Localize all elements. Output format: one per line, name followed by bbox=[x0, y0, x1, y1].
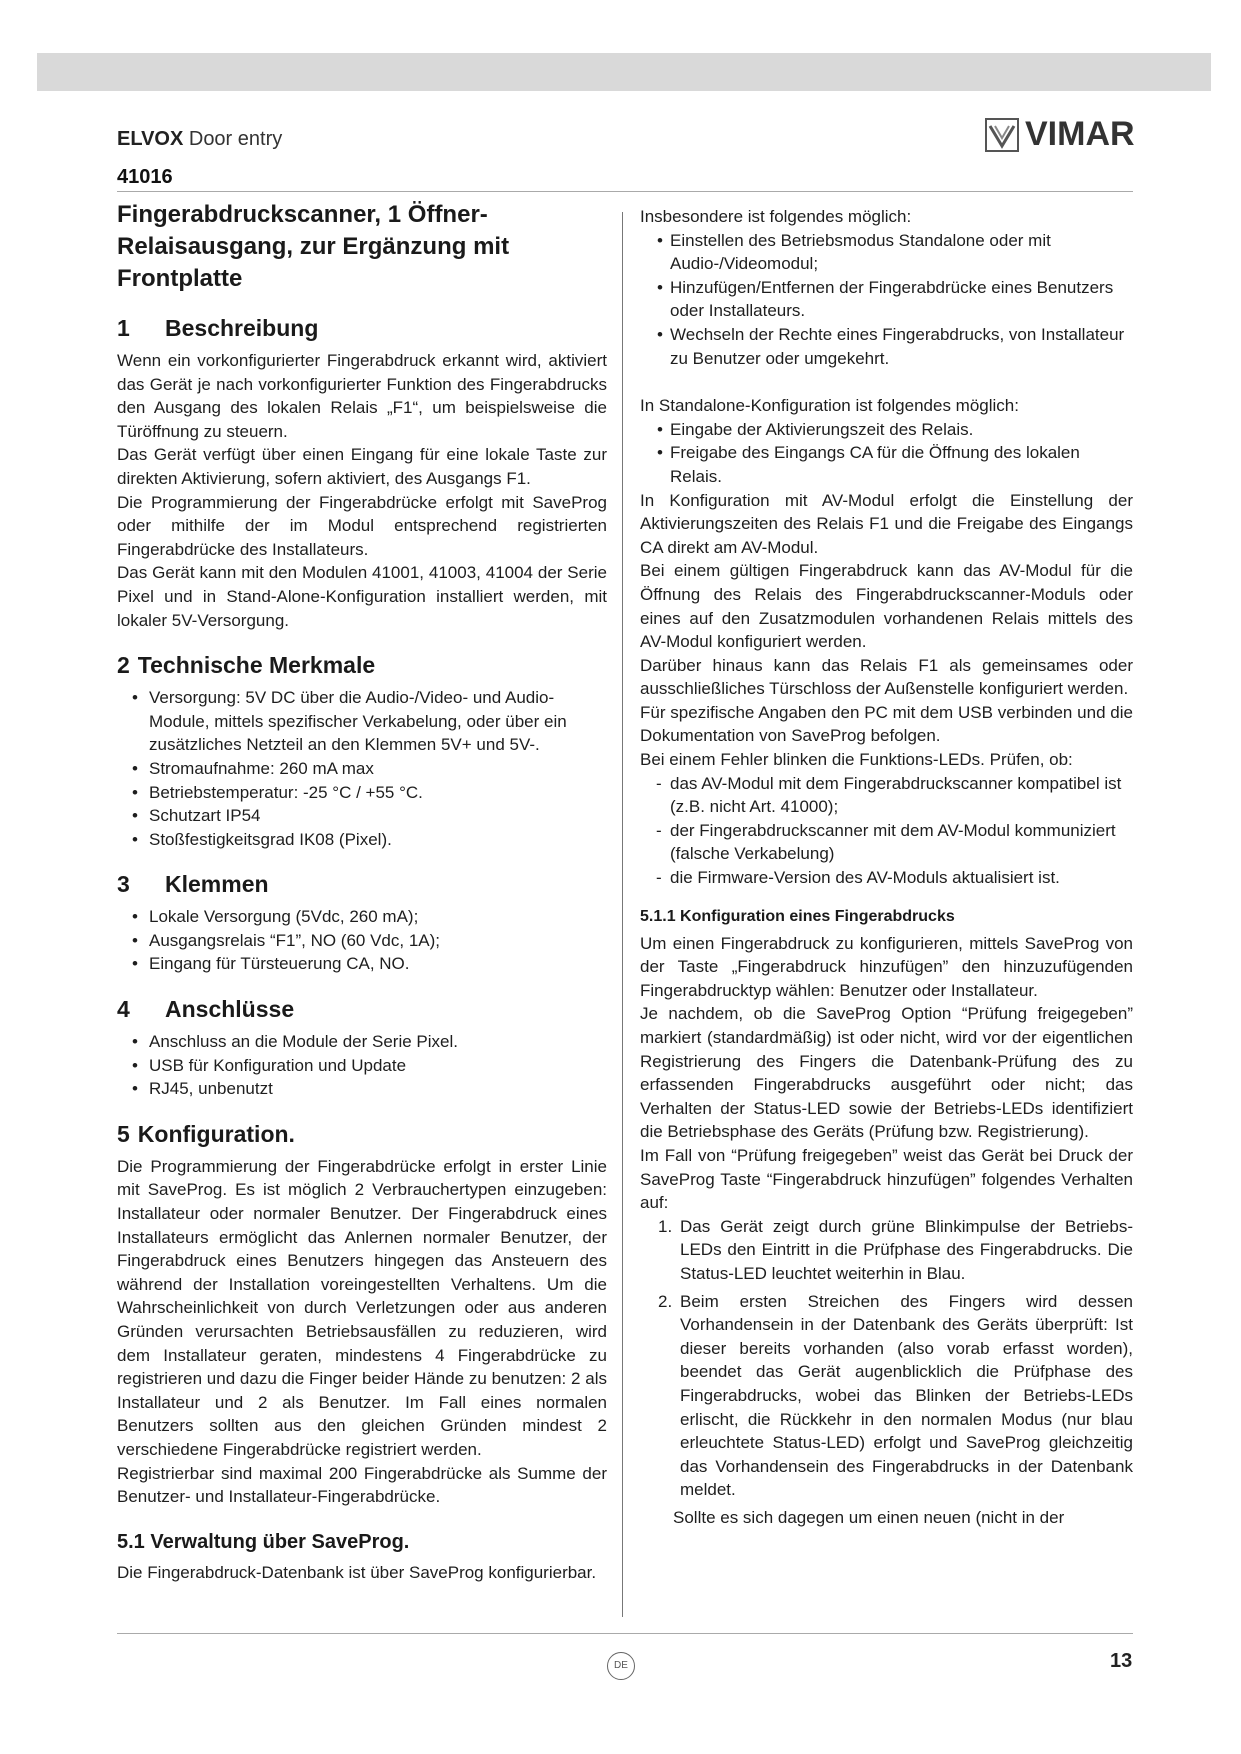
paragraph: Registrierbar sind maximal 200 Fingerabdrücke als Summe der Benutzer- und Installateur-Fingerabdrücke. bbox=[117, 1463, 607, 1507]
paragraph: Sollte es sich dagegen um einen neuen (nicht in der bbox=[673, 1507, 1065, 1527]
page-number: 13 bbox=[1110, 1650, 1133, 1672]
paragraph: Bei einem gültigen Fingerabdruck kann das AV-Modul für die Öffnung des Relais des Fingerabdruckscanner-Moduls oder eines auf den Zusatzmodulen vorhandenen Relais mittels des AV-Modul konfiguriert werden. bbox=[640, 561, 1133, 652]
vimar-emblem-icon bbox=[985, 118, 1019, 152]
list-item: • Hinzufügen/Entfernen der Fingerabdrücke eines Benutzers oder Installateurs. bbox=[640, 276, 1133, 323]
list-item: • Wechseln der Rechte eines Fingerabdrucks, von Installateur zu Benutzer oder umgekehrt. bbox=[640, 323, 1133, 370]
list-item: • Stromaufnahme: 260 mA max bbox=[117, 757, 607, 781]
specs-list bbox=[117, 686, 607, 851]
document-title: Fingerabdruckscanner, 1 Öffner-Relaisausgang, zur Ergänzung mit Frontplatte bbox=[117, 201, 510, 292]
vimar-logo-text: VIMAR bbox=[1025, 115, 1135, 153]
brand-elvox: ELVOX Door entry bbox=[117, 128, 283, 150]
list-item: • Einstellen des Betriebsmodus Standalone oder mit Audio-/Videomodul; bbox=[640, 229, 1133, 276]
list-item: • Versorgung: 5V DC über die Audio-/Video- und Audio-Module, mittels spezifischer Verkabelung, oder über ein zusätzliches Netzteil an den Klemmen 5V+ und 5V-. bbox=[117, 686, 607, 757]
paragraph: Darüber hinaus kann das Relais F1 als gemeinsames oder ausschließliches Türschloss der Außenstelle konfiguriert werden. bbox=[640, 655, 1133, 699]
paragraph: Das Gerät verfügt über einen Eingang für eine lokale Taste zur direkten Aktivierung, sofern aktiviert, des Ausgangs F1. bbox=[117, 445, 607, 488]
section-1-heading: 1 Beschreibung bbox=[117, 315, 319, 341]
list-item: 1. Das Gerät zeigt durch grüne Blinkimpulse der Betriebs-LEDs den Eintritt in die Prüfphase des Fingerabdrucks. Die Status-LED leuchtet weiterhin in Blau. bbox=[658, 1216, 1133, 1283]
paragraph: Für spezifische Angaben den PC mit dem USB verbinden und die Dokumentation von SaveProg befolgen. bbox=[640, 702, 1133, 746]
list-item: • Anschluss an die Module der Serie Pixel. bbox=[117, 1030, 607, 1054]
error-check-list bbox=[640, 772, 1133, 890]
list-item: 2. Beim ersten Streichen des Fingers wird dessen Vorhandensein in der Datenbank des Geräts überprüft: Ist dieser bereits vorhanden (also vorab erfasst worden), beendet das Gerät augenblicklich die Prüfphase des Fingerabdrucks, wobei das Blinken der Betriebs-LEDs erlischt, die Rückkehr in den normalen Modus (nur blau erleuchtete Status-LED) erfolgt und SaveProg gleichzeitig das Vorhandensein des Fingerabdrucks in der Datenbank meldet. bbox=[658, 1291, 1133, 1500]
paragraph: Bei einem Fehler blinken die Funktions-LEDs. Prüfen, ob: bbox=[640, 750, 1073, 770]
list-item: • Stoßfestigkeitsgrad IK08 (Pixel). bbox=[117, 828, 607, 852]
right-column bbox=[640, 205, 1133, 1529]
section-4-heading: 4 Anschlüsse bbox=[117, 996, 295, 1023]
paragraph: Das Gerät kann mit den Modulen 41001, 41003, 41004 der Serie Pixel und in Stand-Alone-Konfiguration installiert werden, mit lokaler 5V-Versorgung. bbox=[117, 563, 607, 630]
paragraph: In Standalone-Konfiguration ist folgendes möglich: bbox=[640, 396, 1019, 416]
paragraph: Um einen Fingerabdruck zu konfigurieren, mittels SaveProg von der Taste „Fingerabdruck hinzufügen” den hinzuzufügenden Fingerabdrucktyp wählen: Benutzer oder Installateur. bbox=[640, 933, 1133, 1000]
left-column bbox=[117, 199, 607, 1584]
list-item: • Ausgangsrelais “F1”, NO (60 Vdc, 1A); bbox=[117, 929, 607, 953]
vimar-logo bbox=[985, 115, 1135, 154]
list-item: • Freigabe des Eingangs CA für die Öffnung des lokalen Relais. bbox=[640, 441, 1133, 488]
list-item: • Betriebstemperatur: -25 °C / +55 °C. bbox=[117, 781, 607, 805]
steps-list bbox=[640, 1215, 1133, 1502]
paragraph: Je nachdem, ob die SaveProg Option “Prüfung freigegeben” markiert (standardmäßig) ist oder nicht, wird vor der eigentlichen Registrierung des Fingers die Datenbank-Prüfung des zu erfassenden Fingerabdrucks ausgeführt oder nicht; das Verhalten der Status-LED sowie der Betriebs-LEDs identifiziert die Betriebsphase des Geräts (Prüfung bzw. Registrierung). bbox=[640, 1004, 1133, 1142]
list-item: • Eingang für Türsteuerung CA, NO. bbox=[117, 952, 607, 976]
options-list bbox=[640, 229, 1133, 371]
footer-rule bbox=[117, 1633, 1133, 1634]
paragraph: Die Programmierung der Fingerabdrücke erfolgt in erster Linie mit SaveProg. Es ist möglich 2 Verbrauchertypen einzugeben: Installateur oder normaler Benutzer. Der Fingerabdruck eines Installateurs ermöglicht das Anlernen normaler Benutzer, der Fingerabdruck eines Benutzers hingegen das Ansteuern des während der Installation voreingestellten Verhaltens. Um die Wahrscheinlichkeit von durch Verletzungen oder aus anderen Gründen verursachten Betriebsausfällen zu reduzieren, wird dem Installateur geraten, mindestens 4 Fingerabdrücke zu registrieren und dazu die Finger beider Hände zu benutzen: 2 als Installateur und 2 als Benutzer. Im Fall eines normalen Benutzers sollten aus den gleichen Gründen mindest 2 verschiedene Fingerabdrücke registriert werden. bbox=[117, 1156, 607, 1459]
paragraph: Wenn ein vorkonfigurierter Fingerabdruck erkannt wird, aktiviert das Gerät je nach vorkonfigurierter Funktion des Fingerabdrucks den Ausgang des lokalen Relais „F1“, um beispielsweise die Türöffnung zu steuern. bbox=[117, 351, 607, 441]
list-item: - der Fingerabdruckscanner mit dem AV-Modul kommuniziert (falsche Verkabelung) bbox=[640, 819, 1133, 866]
paragraph: Im Fall von “Prüfung freigegeben” weist das Gerät bei Druck der SaveProg Taste “Fingerabdruck hinzufügen” folgendes Verhalten auf: bbox=[640, 1145, 1133, 1213]
list-item: • RJ45, unbenutzt bbox=[117, 1077, 607, 1101]
product-code: 41016 bbox=[117, 166, 173, 188]
section-5-heading: 5 Konfiguration. bbox=[117, 1120, 295, 1147]
paragraph: Insbesondere ist folgendes möglich: bbox=[640, 207, 912, 226]
language-de-icon: DE bbox=[607, 1652, 635, 1680]
list-item: - die Firmware-Version des AV-Moduls aktualisiert ist. bbox=[640, 866, 1133, 890]
paragraph: In Konfiguration mit AV-Modul erfolgt die Einstellung der Aktivierungszeiten des Relais F1 und die Freigabe des Eingangs CA direkt am AV-Modul. bbox=[640, 490, 1133, 557]
paragraph: Die Fingerabdruck-Datenbank ist über SaveProg konfigurierbar. bbox=[117, 1562, 597, 1582]
section-3-heading: 3 Klemmen bbox=[117, 871, 269, 898]
connections-list bbox=[117, 1030, 607, 1101]
section-5-1-heading: 5.1 Verwaltung über SaveProg. bbox=[117, 1530, 410, 1553]
header-rule bbox=[117, 191, 1133, 192]
top-gray-band bbox=[37, 53, 1211, 91]
paragraph: Die Programmierung der Fingerabdrücke erfolgt mit SaveProg oder mithilfe der im Modul entsprechend registrierten Fingerabdrücke des Installateurs. bbox=[117, 492, 607, 559]
list-item: • Lokale Versorgung (5Vdc, 260 mA); bbox=[117, 905, 607, 929]
standalone-list bbox=[640, 418, 1133, 489]
section-5-1-1-heading: 5.1.1 Konfiguration eines Fingerabdrucks bbox=[640, 907, 955, 925]
list-item: • Eingabe der Aktivierungszeit des Relais. bbox=[640, 418, 1133, 442]
list-item: • USB für Konfiguration und Update bbox=[117, 1054, 607, 1078]
list-item: - das AV-Modul mit dem Fingerabdruckscanner kompatibel ist (z.B. nicht Art. 41000); bbox=[640, 772, 1133, 819]
terminals-list bbox=[117, 905, 607, 976]
list-item: • Schutzart IP54 bbox=[117, 804, 607, 828]
column-divider bbox=[622, 212, 623, 1617]
section-2-heading: 2 Technische Merkmale bbox=[117, 652, 376, 679]
